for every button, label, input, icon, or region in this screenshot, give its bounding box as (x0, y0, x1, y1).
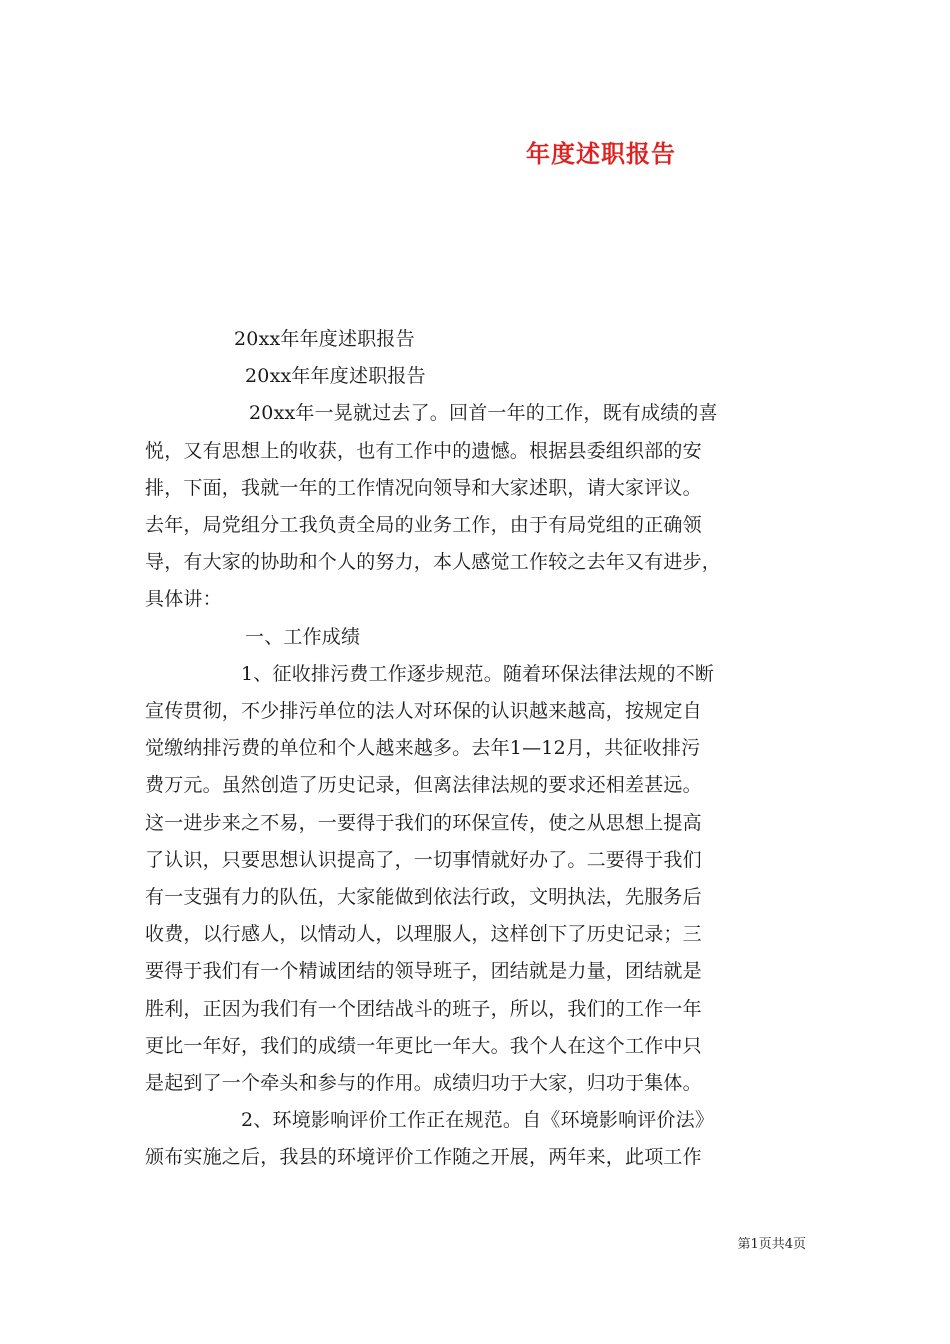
paragraph-line: 费万元。虽然创造了历史记录，但离法律法规的要求还相差甚远。 (145, 774, 702, 797)
paragraph-line: 颁布实施之后，我县的环境评价工作随之开展，两年来，此项工作 (145, 1146, 702, 1169)
paragraph-line: 1、征收排污费工作逐步规范。随着环保法律法规的不断 (241, 662, 715, 685)
paragraph-line: 2、环境影响评价工作正在规范。自《环境影响评价法》 (241, 1109, 715, 1132)
section-heading: 一、工作成绩 (245, 625, 361, 648)
paragraph-line: 排，下面，我就一年的工作情况向领导和大家述职，请大家评议。 (145, 476, 702, 499)
paragraph-line: 是起到了一个牵头和参与的作用。成绩归功于大家，归功于集体。 (145, 1072, 702, 1095)
paragraph-line: 了认识，只要思想认识提高了，一切事情就好办了。二要得于我们 (145, 848, 702, 871)
paragraph-line: 导，有大家的协助和个人的努力，本人感觉工作较之去年又有进步， (145, 551, 722, 574)
document-title: 年度述职报告 (526, 140, 676, 168)
paragraph-line: 悦，又有思想上的收获，也有工作中的遗憾。根据县委组织部的安 (145, 439, 702, 462)
subheading: 20xx年年度述职报告 (245, 365, 426, 388)
page-number: 第1页共4页 (737, 1237, 806, 1252)
document-body (145, 321, 815, 1177)
paragraph-line: 有一支强有力的队伍，大家能做到依法行政，文明执法，先服务后 (145, 886, 702, 909)
paragraph-line: 去年，局党组分工我负责全局的业务工作，由于有局党组的正确领 (145, 514, 702, 537)
paragraph-line: 觉缴纳排污费的单位和个人越来越多。去年1—12月，共征收排污 (145, 737, 701, 760)
paragraph-line: 具体讲： (145, 588, 222, 611)
paragraph-line: 要得于我们有一个精诚团结的领导班子，团结就是力量，团结就是 (145, 960, 702, 983)
paragraph-line: 20xx年一晃就过去了。回首一年的工作，既有成绩的喜 (249, 402, 718, 425)
subheading: 20xx年年度述职报告 (234, 328, 415, 350)
paragraph-line: 更比一年好，我们的成绩一年更比一年大。我个人在这个工作中只 (145, 1034, 702, 1057)
paragraph-line: 这一进步来之不易，一要得于我们的环保宣传，使之从思想上提高 (145, 811, 702, 834)
paragraph-line: 收费，以行感人，以情动人，以理服人，这样创下了历史记录；三 (145, 923, 702, 946)
paragraph-line: 宣传贯彻，不少排污单位的法人对环保的认识越来越高，按规定自 (145, 700, 702, 723)
paragraph-line: 胜利，正因为我们有一个团结战斗的班子，所以，我们的工作一年 (145, 997, 702, 1020)
